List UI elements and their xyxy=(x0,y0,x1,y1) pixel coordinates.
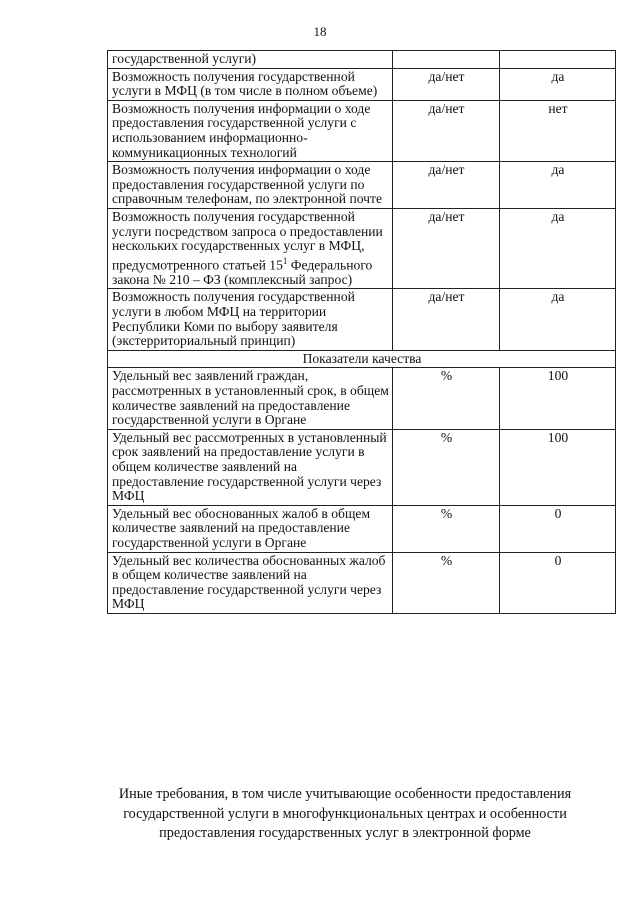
row-unit: % xyxy=(393,505,500,552)
row-description: Удельный вес количества обоснованных жалоб в общем количестве заявлений на предоставление государственной услуги через МФЦ xyxy=(108,552,393,613)
row-unit: да/нет xyxy=(393,68,500,100)
row-unit: % xyxy=(393,429,500,505)
table-row xyxy=(108,505,616,552)
row-description-part: Федерального закона № 210 – ФЗ (комплексный запрос) xyxy=(112,257,373,287)
table-row xyxy=(108,162,616,209)
row-unit: да/нет xyxy=(393,208,500,289)
row-value: 100 xyxy=(500,368,616,429)
row-value: да xyxy=(500,162,616,209)
row-description: Удельный вес обоснованных жалоб в общем количестве заявлений на предоставление государственной услуги в Органе xyxy=(108,505,393,552)
row-description: Возможность получения государственной услуги в МФЦ (в том числе в полном объеме) xyxy=(108,68,393,100)
indicators-table xyxy=(107,50,616,614)
row-value: 0 xyxy=(500,552,616,613)
row-description-part: Возможность получения государственной услуги посредством запроса о предоставлении нескольких государственных услуг в МФЦ, предусмотренного статьей 15 xyxy=(112,208,383,273)
row-value: да xyxy=(500,208,616,289)
superscript: 1 xyxy=(282,255,288,266)
section-row xyxy=(108,350,616,368)
section-title: Иные требования, в том числе учитывающие особенности предоставления государственной услуги в многофункциональных центрах и особенности предоставления государственных услуг в электронной форме xyxy=(118,786,572,841)
row-value: да xyxy=(500,68,616,100)
row-unit xyxy=(393,51,500,69)
table-row xyxy=(108,552,616,613)
section-heading: Показатели качества xyxy=(108,350,616,368)
row-unit: % xyxy=(393,552,500,613)
row-description: Возможность получения государственной услуги в любом МФЦ на территории Республики Коми по выбору заявителя (экстерриториальный принцип) xyxy=(108,289,393,350)
row-value: 100 xyxy=(500,429,616,505)
page-number: 18 xyxy=(313,24,327,39)
row-value xyxy=(500,51,616,69)
row-description: Удельный вес заявлений граждан, рассмотренных в установленный срок, в общем количестве заявлений на предоставление государственной услуги в Органе xyxy=(108,368,393,429)
row-unit: % xyxy=(393,368,500,429)
table-row xyxy=(108,100,616,161)
row-unit: да/нет xyxy=(393,162,500,209)
row-unit: да/нет xyxy=(393,289,500,350)
table-row xyxy=(108,68,616,100)
row-value: нет xyxy=(500,100,616,161)
row-value: да xyxy=(500,289,616,350)
table-row xyxy=(108,368,616,429)
table-row xyxy=(108,289,616,350)
table-row xyxy=(108,51,616,69)
row-description: Удельный вес рассмотренных в установленный срок заявлений на предоставление услуги в общем количестве заявлений на предоставление государственной услуги через МФЦ xyxy=(108,429,393,505)
row-description xyxy=(108,208,393,289)
table-row xyxy=(108,429,616,505)
row-description: государственной услуги) xyxy=(108,51,393,69)
table-row xyxy=(108,208,616,289)
row-description: Возможность получения информации о ходе предоставления государственной услуги с использованием информационно-коммуникационных технологий xyxy=(108,100,393,161)
row-unit: да/нет xyxy=(393,100,500,161)
row-description: Возможность получения информации о ходе предоставления государственной услуги по справочным телефонам, по электронной почте xyxy=(108,162,393,209)
row-value: 0 xyxy=(500,505,616,552)
